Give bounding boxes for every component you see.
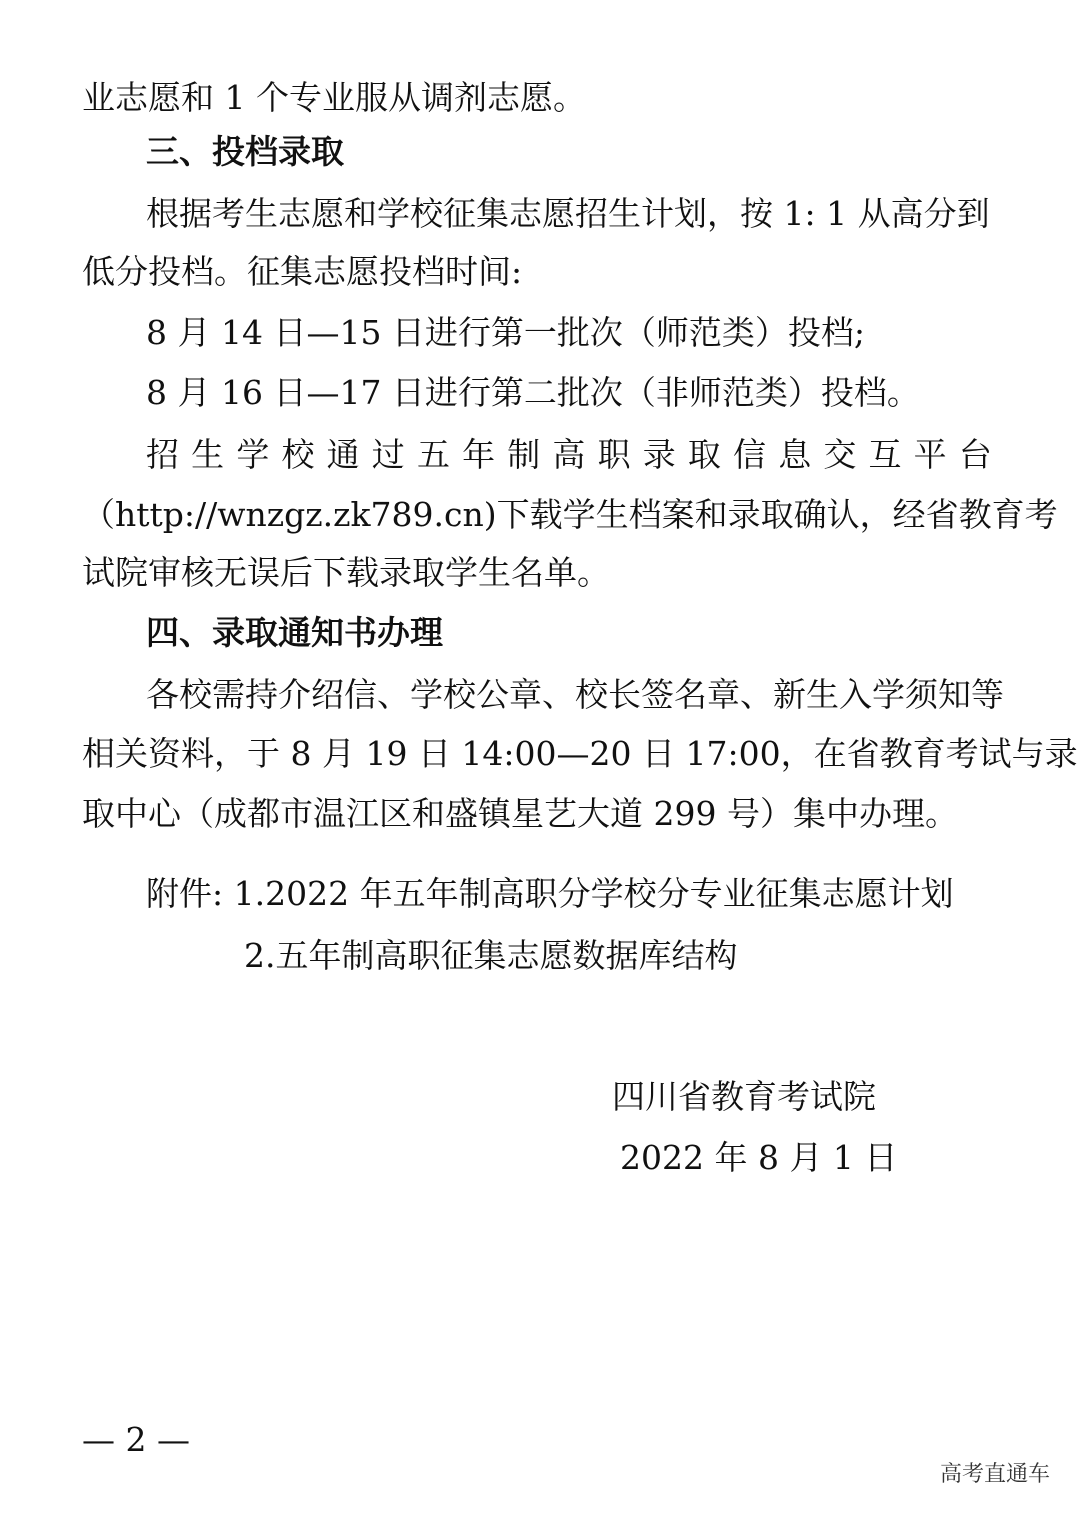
- platform-sentence-line: [146, 435, 992, 475]
- platform-sentence-char: 通: [326, 435, 360, 474]
- platform-sentence-char: 年: [462, 435, 496, 474]
- section-heading-admission: 三、投档录取: [146, 132, 344, 171]
- body-text-line-4: 低分投档。征集志愿投档时间:: [82, 252, 523, 291]
- schedule-line-first-batch: 8 月 14 日—15 日进行第一批次（师范类）投档;: [146, 313, 866, 352]
- platform-sentence-char: 过: [371, 435, 405, 474]
- attachment-line-2: 2.五年制高职征集志愿数据库结构: [244, 936, 738, 975]
- signing-date: 2022 年 8 月 1 日: [620, 1138, 898, 1177]
- platform-sentence-char: 学: [236, 435, 270, 474]
- platform-sentence-char: 信: [733, 435, 767, 474]
- schedule-line-second-batch: 8 月 16 日—17 日进行第二批次（非师范类）投档。: [146, 373, 920, 412]
- platform-sentence-char: 录: [642, 435, 676, 474]
- body-text-line-3: 根据考生志愿和学校征集志愿招生计划，按 1: 1 从高分到: [146, 194, 990, 233]
- platform-sentence-char: 五: [416, 435, 450, 474]
- platform-sentence-char: 息: [778, 435, 812, 474]
- platform-sentence-char: 招: [146, 435, 179, 474]
- body-text-line-12: 相关资料，于 8 月 19 日 14:00—20 日 17:00，在省教育考试与录: [82, 734, 1078, 773]
- platform-sentence-char: 平: [913, 435, 947, 474]
- attachment-line-1: 附件: 1.2022 年五年制高职分学校分专业征集志愿计划: [146, 874, 954, 913]
- justified-platform-text: [146, 435, 992, 475]
- body-text-line-9: 试院审核无误后下载录取学生名单。: [82, 553, 610, 592]
- watermark-text: 高考直通车: [940, 1462, 1051, 1487]
- section-heading-notice: 四、录取通知书办理: [146, 613, 443, 652]
- platform-sentence-char: 校: [281, 435, 315, 474]
- platform-sentence-char: 台: [958, 435, 992, 474]
- platform-sentence-char: 生: [191, 435, 225, 474]
- platform-sentence-char: 制: [507, 435, 541, 474]
- body-text-line-1: 业志愿和 1 个专业服从调剂志愿。: [82, 78, 586, 117]
- platform-sentence-char: 取: [687, 435, 721, 474]
- platform-sentence-char: 职: [597, 435, 631, 474]
- platform-sentence-char: 交: [823, 435, 857, 474]
- platform-url-line: （http://wnzgz.zk789.cn)下载学生档案和录取确认，经省教育考: [82, 495, 1058, 534]
- page-number: — 2 —: [82, 1420, 190, 1459]
- signing-organization: 四川省教育考试院: [612, 1077, 876, 1116]
- body-text-line-11: 各校需持介绍信、学校公章、校长签名章、新生入学须知等: [146, 675, 1004, 714]
- platform-sentence-char: 高: [552, 435, 586, 474]
- platform-sentence-char: 互: [868, 435, 902, 474]
- body-text-line-13: 取中心（成都市温江区和盛镇星艺大道 299 号）集中办理。: [82, 794, 958, 833]
